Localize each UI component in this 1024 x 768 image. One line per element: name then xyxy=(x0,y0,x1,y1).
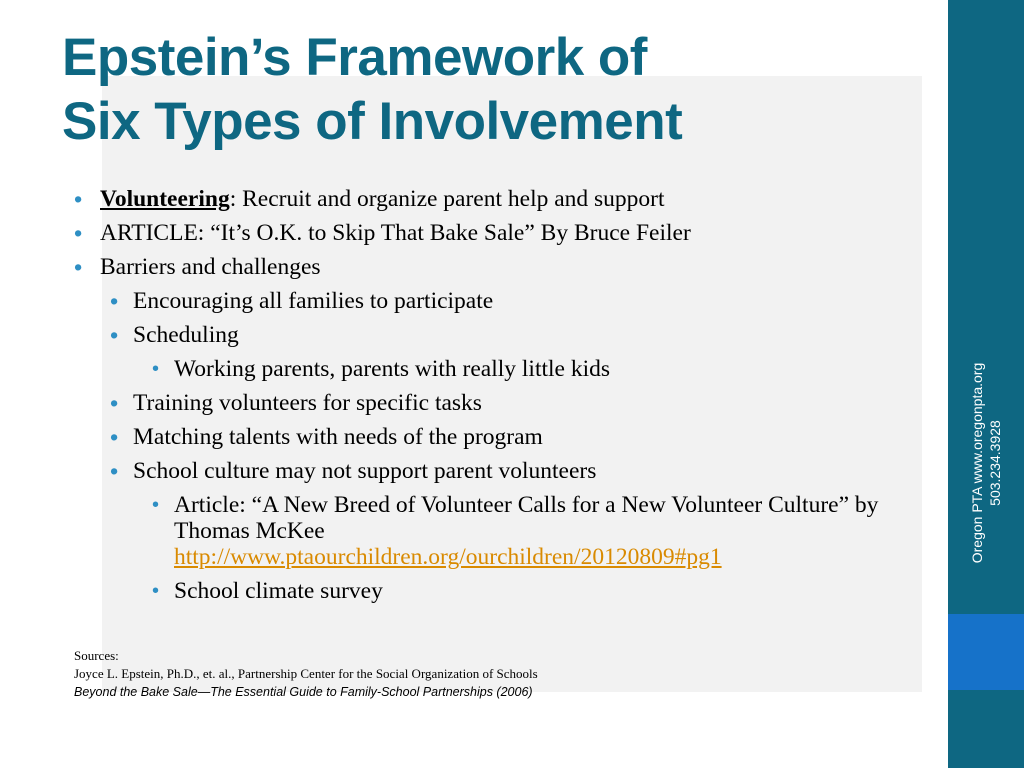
sources-line-1: Joyce L. Epstein, Ph.D., et. al., Partnership Center for the Social Organization of Schools xyxy=(74,666,538,681)
volunteering-text: : Recruit and organize parent help and support xyxy=(229,186,665,212)
list-item-volunteering xyxy=(0,182,930,216)
list-item-mckee-article xyxy=(0,488,930,574)
sidebar-accent-block xyxy=(948,614,1024,690)
sidebar-contact-info xyxy=(968,363,1004,564)
sources-heading: Sources: xyxy=(74,648,119,663)
list-item-training xyxy=(0,386,930,420)
sources-block xyxy=(74,647,934,701)
list-item-climate-survey xyxy=(0,574,930,608)
title-line-2: Six Types of Involvement xyxy=(62,92,683,151)
list-item-text: School culture may not support parent volunteers xyxy=(133,458,597,484)
bullet-icon: • xyxy=(152,580,160,602)
list-item-text: ARTICLE: “It’s O.K. to Skip That Bake Sale” By Bruce Feiler xyxy=(100,220,691,246)
list-item-working-parents xyxy=(0,352,930,386)
bullet-icon: • xyxy=(110,424,119,450)
sources-line-2: Beyond the Bake Sale—The Essential Guide to Family-School Partnerships (2006) xyxy=(74,685,533,699)
list-item-text: Matching talents with needs of the program xyxy=(133,424,543,450)
bullet-icon: • xyxy=(152,358,160,380)
ptaourchildren-link[interactable]: http://www.ptaourchildren.org/ourchildren/20120809#pg1 xyxy=(174,544,722,570)
sidebar-org-website: Oregon PTA www.oregonpta.org xyxy=(969,362,985,564)
bullet-icon: • xyxy=(110,288,119,314)
title-line-1: Epstein’s Framework of xyxy=(62,28,647,87)
bullet-icon: • xyxy=(110,390,119,416)
volunteering-label: Volunteering xyxy=(100,186,230,212)
list-item-text: Encouraging all families to participate xyxy=(133,288,494,314)
list-item-text: Working parents, parents with really little kids xyxy=(174,356,611,382)
list-item-scheduling xyxy=(0,318,930,352)
list-item-school-culture xyxy=(0,454,930,488)
bullet-list xyxy=(0,182,930,608)
list-item-text: School climate survey xyxy=(174,578,383,604)
bullet-icon: • xyxy=(152,494,160,516)
list-item-encouraging xyxy=(0,284,930,318)
bullet-icon: • xyxy=(74,186,83,212)
slide-title xyxy=(62,26,942,154)
list-item-barriers xyxy=(0,250,930,284)
list-item-text: Barriers and challenges xyxy=(100,254,321,280)
list-item-text: Training volunteers for specific tasks xyxy=(133,390,482,416)
list-item-matching xyxy=(0,420,930,454)
list-item-article xyxy=(0,216,930,250)
bullet-icon: • xyxy=(110,458,119,484)
list-item-text: Scheduling xyxy=(133,322,239,348)
bullet-icon: • xyxy=(110,322,119,348)
bullet-icon: • xyxy=(74,254,83,280)
sidebar-phone: 503.234.3928 xyxy=(987,420,1003,506)
list-item-text: Article: “A New Breed of Volunteer Calls for a New Volunteer Culture” by Thomas McKee xyxy=(174,492,879,544)
bullet-icon: • xyxy=(74,220,83,246)
